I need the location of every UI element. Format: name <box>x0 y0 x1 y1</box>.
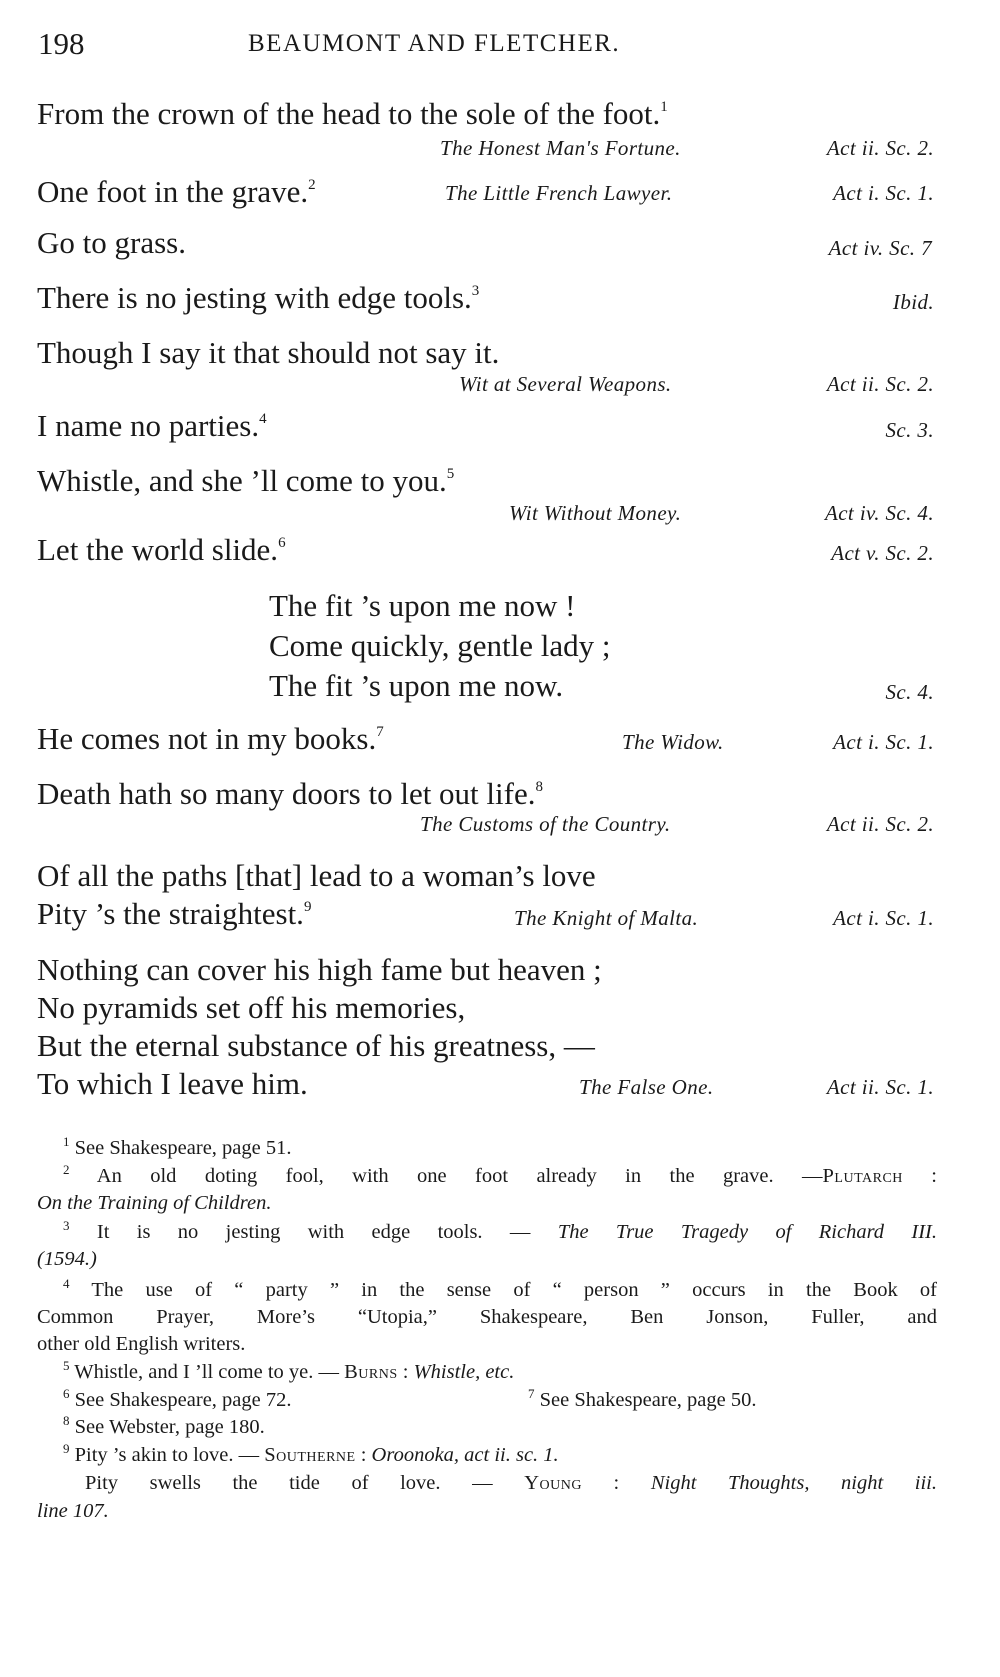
source-play: The Widow. <box>622 730 724 754</box>
verse-line: The fit ’s upon me now. <box>269 668 564 703</box>
quotation-text: Go to grass. <box>37 225 186 260</box>
footnote-2-work: On the Training of Children. <box>37 1192 272 1214</box>
source-play: The Honest Man's Fortune. <box>440 136 681 160</box>
source-act: Act ii. Sc. 2. <box>826 812 934 836</box>
footnote-4-line-3: other old English writers. <box>37 1333 246 1355</box>
footnote-8: $^8$ See Webster, page 180. <box>63 1413 265 1438</box>
source-play: The Knight of Malta. <box>514 906 699 930</box>
source-play: The Customs of the Country. <box>420 812 671 836</box>
footnote-7: $^7$ See Shakespeare, page 50. <box>528 1386 757 1411</box>
running-title: BEAUMONT AND FLETCHER. <box>248 30 621 57</box>
footnote-4-line-2: Common Prayer, More’s “Utopia,” Shakespeare, Ben Jonson, Fuller, and <box>37 1306 937 1328</box>
footnote-5: $^5$ Whistle, and I ’ll come to ye. — Burns : Whistle, etc. <box>63 1358 515 1383</box>
source-act: Act ii. Sc. 1. <box>826 1075 934 1099</box>
source-act: Sc. 3. <box>885 418 934 442</box>
quotation-line: But the eternal substance of his greatness, — <box>37 1028 595 1063</box>
source-act: Act i. Sc. 1. <box>833 181 934 205</box>
footnote-6: $^6$ See Shakespeare, page 72. <box>63 1386 292 1411</box>
page-number: 198 <box>38 26 85 61</box>
source-act: Sc. 4. <box>885 680 934 704</box>
verse-line: Come quickly, gentle lady ; <box>269 628 611 663</box>
source-act: Ibid. <box>892 290 934 314</box>
quotation-text: There is no jesting with edge tools.$^3$ <box>37 280 480 315</box>
source-act: Act ii. Sc. 2. <box>826 372 934 396</box>
quotation-text: Death hath so many doors to let out life.$^8$ <box>37 776 543 811</box>
quotation-line: Nothing can cover his high fame but heaven ; <box>37 952 602 987</box>
quotation-text: Let the world slide.$^6$ <box>37 532 286 567</box>
source-play: Wit Without Money. <box>509 501 682 525</box>
footnote-9-cont-line: line 107. <box>37 1500 109 1522</box>
source-act: Act iv. Sc. 4. <box>824 501 934 525</box>
verse-line: The fit ’s upon me now ! <box>269 588 576 623</box>
source-act: Act iv. Sc. 7 <box>828 236 932 260</box>
quotation-text: He comes not in my books.$^7$ <box>37 721 384 756</box>
quotation-line: No pyramids set off his memories, <box>37 990 466 1025</box>
footnote-4: $^4$ The use of “ party ” in the sense of “ person ” occurs in the Book of <box>63 1276 937 1301</box>
footnote-9: $^9$ Pity ’s akin to love. — Southerne : Oroonoka, act ii. sc. 1. <box>63 1441 559 1466</box>
source-act: Act v. Sc. 2. <box>831 541 934 565</box>
footnote-3-year: (1594.) <box>37 1248 97 1270</box>
source-play: The False One. <box>579 1075 714 1099</box>
quotation-line: Of all the paths [that] lead to a woman’s love <box>37 858 596 893</box>
footnote-3: $^3$ It is no jesting with edge tools. — The True Tragedy of Richard III. <box>63 1218 938 1243</box>
quotation-text: Though I say it that should not say it. <box>37 335 500 370</box>
source-play: Wit at Several Weapons. <box>459 372 672 396</box>
quotation-line: Pity ’s the straightest.$^9$ <box>37 896 312 931</box>
source-play: The Little French Lawyer. <box>445 181 673 205</box>
quotation-line: To which I leave him. <box>37 1066 308 1101</box>
footnote-9-cont: Pity swells the tide of love. — Young : Night Thoughts, night iii. <box>85 1472 937 1494</box>
source-act: Act i. Sc. 1. <box>833 906 934 930</box>
quotation-text: From the crown of the head to the sole of the foot.$^1$ <box>37 96 668 131</box>
source-act: Act i. Sc. 1. <box>833 730 934 754</box>
quotation-text: Whistle, and she ’ll come to you.$^5$ <box>37 463 455 498</box>
source-act: Act ii. Sc. 2. <box>826 136 934 160</box>
footnote-2: $^2$ An old doting fool, with one foot already in the grave. —Plutarch : <box>63 1162 937 1187</box>
quotation-text: One foot in the grave.$^2$ <box>37 174 316 209</box>
footnote-1: $^1$ See Shakespeare, page 51. <box>63 1134 292 1159</box>
quotation-text: I name no parties.$^4$ <box>37 408 267 443</box>
